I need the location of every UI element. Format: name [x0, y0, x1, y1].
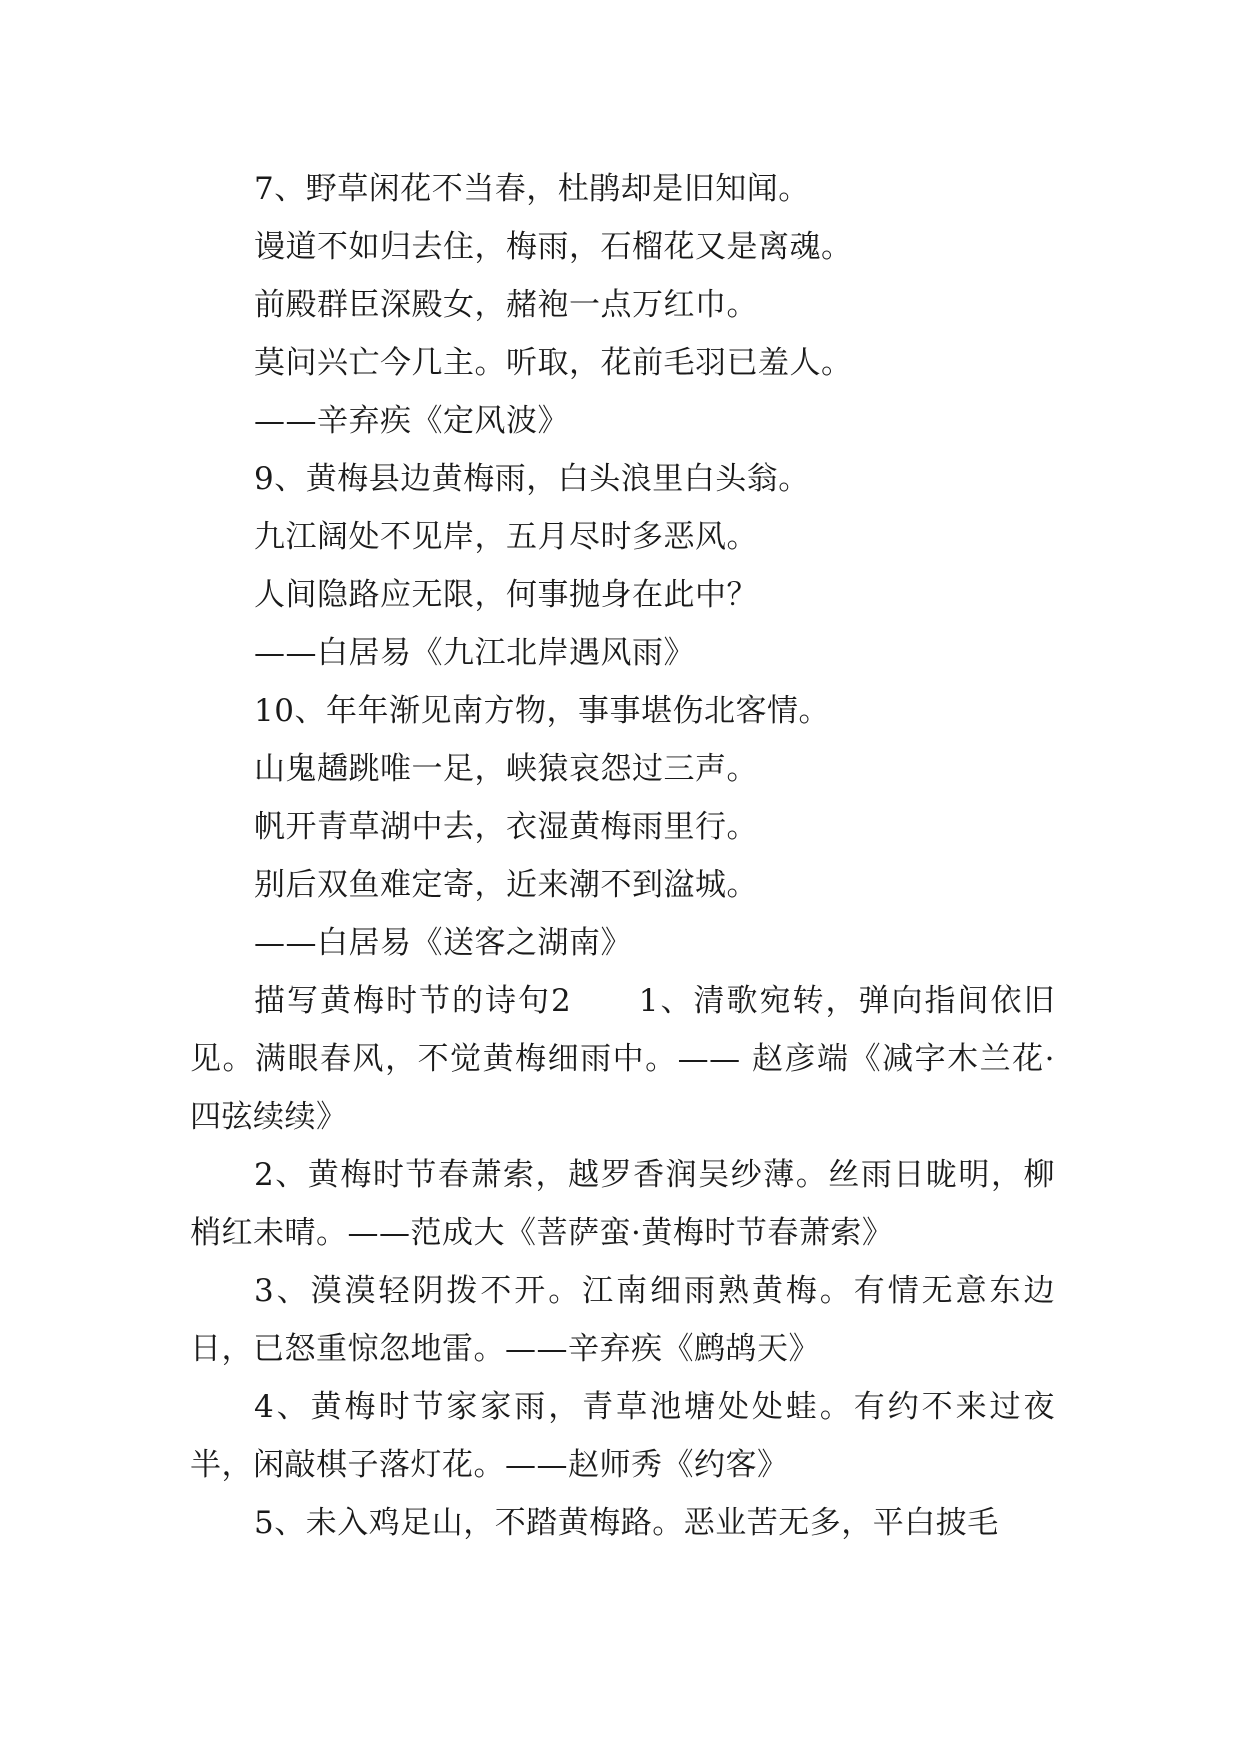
poem-line: 莫问兴亡今几主。听取，花前毛羽已羞人。 — [254, 345, 853, 381]
poem-line: 别后双鱼难定寄，近来潮不到湓城。 — [254, 867, 758, 903]
poem-attribution: ——辛弃疾《定风波》 — [254, 403, 569, 439]
body-paragraph: 描写黄梅时节的诗句2 1、清歌宛转，弹向指间依旧见。满眼春风，不觉黄梅细雨中。—— 赵彦端《减字木兰花·四弦续续》 — [190, 983, 1055, 1135]
poem-line: 帆开青草湖中去，衣湿黄梅雨里行。 — [254, 809, 758, 845]
poem-line: 人间隐路应无限，何事抛身在此中？ — [254, 577, 758, 613]
body-paragraph: 5、未入鸡足山，不踏黄梅路。恶业苦无多，平白披毛 — [254, 1505, 999, 1541]
document-body — [190, 160, 1055, 1552]
poem-attribution: ——白居易《九江北岸遇风雨》 — [254, 635, 695, 671]
poem-attribution: ——白居易《送客之湖南》 — [254, 925, 632, 961]
body-paragraph: 3、漠漠轻阴拨不开。江南细雨熟黄梅。有情无意东边日，已怒重惊忽地雷。——辛弃疾《鹧鸪天》 — [190, 1273, 1055, 1367]
poem-line: 7、野草闲花不当春，杜鹃却是旧知闻。 — [254, 171, 810, 207]
poem-line: 9、黄梅县边黄梅雨，白头浪里白头翁。 — [254, 461, 810, 497]
poem-line: 谩道不如归去住，梅雨，石榴花又是离魂。 — [254, 229, 853, 265]
body-paragraph: 2、黄梅时节春萧索，越罗香润吴纱薄。丝雨日昽明，柳梢红未晴。——范成大《菩萨蛮·黄梅时节春萧索》 — [190, 1157, 1055, 1251]
poem-line: 10、年年渐见南方物，事事堪伤北客情。 — [254, 693, 830, 729]
body-paragraph: 4、黄梅时节家家雨，青草池塘处处蛙。有约不来过夜半，闲敲棋子落灯花。——赵师秀《约客》 — [190, 1389, 1055, 1483]
poem-line: 山鬼趫跳唯一足，峡猿哀怨过三声。 — [254, 751, 758, 787]
poem-line: 九江阔处不见岸，五月尽时多恶风。 — [254, 519, 758, 555]
poem-line: 前殿群臣深殿女，赭袍一点万红巾。 — [254, 287, 758, 323]
